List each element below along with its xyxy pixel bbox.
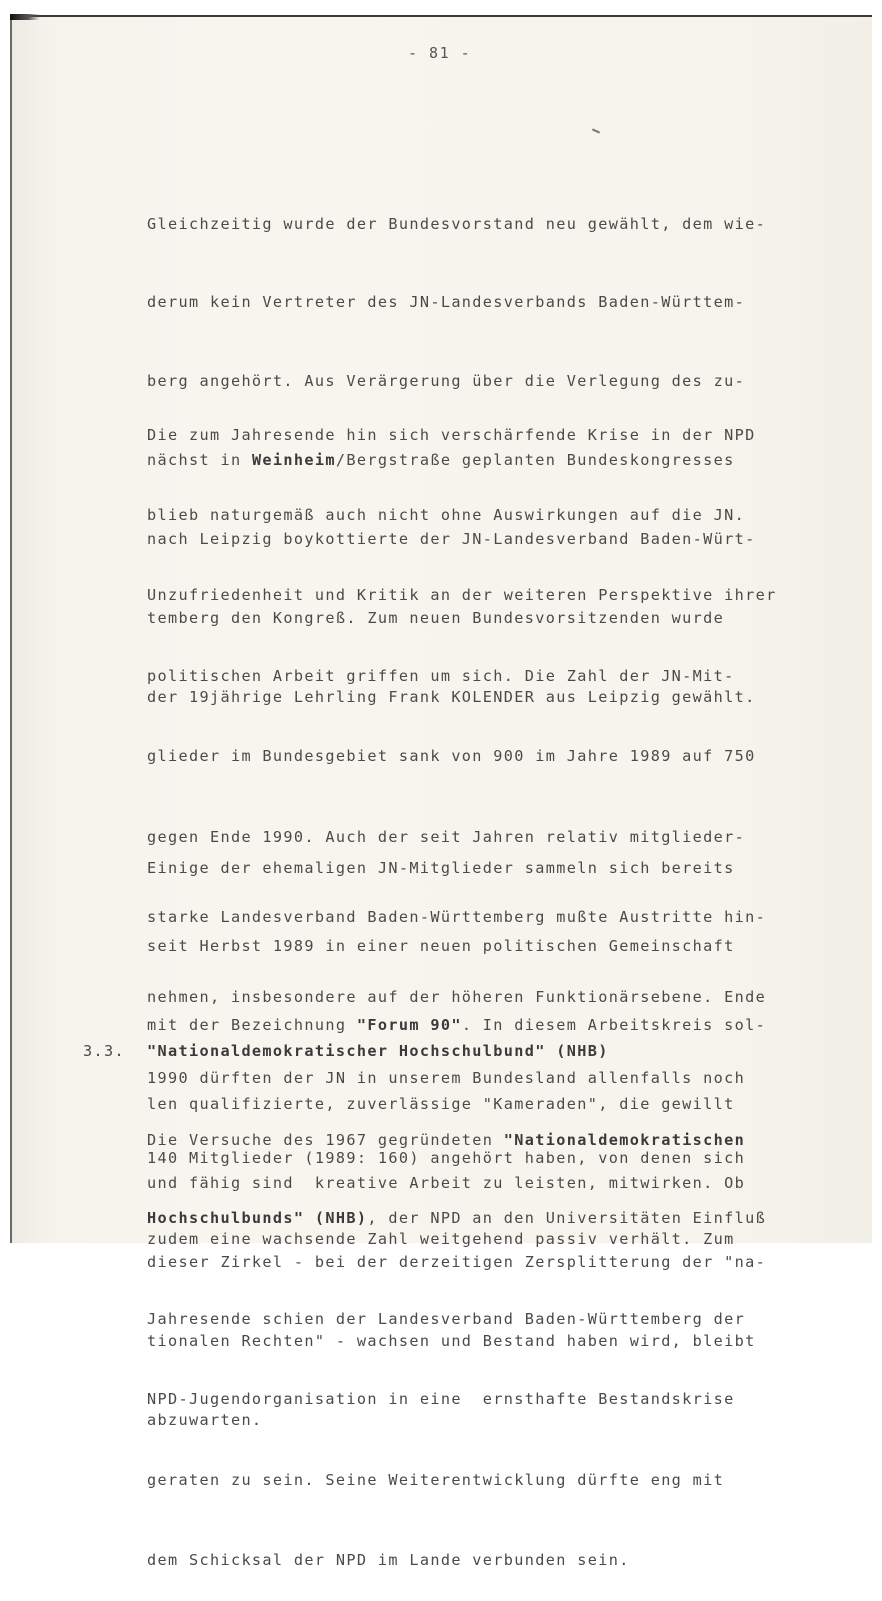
section-paragraph (147, 1074, 766, 1258)
text-line: temberg den Kongreß. Zum neuen Bundesvorsitzenden wurde (147, 609, 725, 628)
text-line: politischen Arbeit griffen um sich. Die Zahl der JN-Mit- (147, 666, 735, 685)
text-segment: nächst in (147, 451, 252, 470)
text-line: Die zum Jahresende hin sich verschärfende Krise in der NPD (147, 425, 756, 444)
text-line: starke Landesverband Baden-Württemberg mußte Austritte hin- (147, 907, 767, 926)
text-line: Einige der ehemaligen JN-Mitglieder sammeln sich bereits (147, 858, 735, 877)
bold-group-name: "Forum 90" (356, 1016, 462, 1035)
text-line: Jahresende schien der Landesverband Baden-Württemberg der (147, 1309, 746, 1328)
text-line: der 19jährige Lehrling Frank KOLENDER aus Leipzig gewählt. (147, 687, 756, 706)
text-line: seit Herbst 1989 in einer neuen politischen Gemeinschaft (147, 937, 735, 956)
bold-org-name: Hochschulbunds" (NHB) (147, 1209, 368, 1228)
text-line: dieser Zirkel - bei der derzeitigen Zersplitterung der "na- (147, 1253, 767, 1272)
text-line: glieder im Bundesgebiet sank von 900 im Jahre 1989 auf 750 (147, 747, 756, 766)
page-number: - 81 - (408, 44, 472, 62)
text-line: NPD-Jugendorganisation in eine ernsthafte Bestandskrise (147, 1390, 735, 1409)
text-line: gegen Ende 1990. Auch der seit Jahren relativ mitglieder- (147, 827, 746, 846)
text-line: len qualifizierte, zuverlässige "Kameraden", die gewillt (147, 1095, 735, 1114)
text-segment: , der NPD an den Universitäten Einfluß (367, 1209, 767, 1228)
text-line (147, 1012, 766, 1038)
text-line: nach Leipzig boykottierte der JN-Landesverband Baden-Würt- (147, 530, 756, 549)
text-line: zudem eine wachsende Zahl weitgehend passiv verhält. Zum (147, 1229, 735, 1248)
text-line: derum kein Vertreter des JN-Landesverbands Baden-Württem- (147, 293, 746, 312)
text-line: Unzufriedenheit und Kritik an der weiteren Perspektive ihrer (147, 586, 777, 605)
section-number: 3.3. (83, 1042, 125, 1060)
text-line: Gleichzeitig wurde der Bundesvorstand neu gewählt, dem wie- (147, 214, 767, 233)
text-line: 140 Mitglieder (1989: 160) angehört haben, von denen sich (147, 1149, 746, 1168)
text-line: abzuwarten. (147, 1410, 263, 1429)
bold-org-name: "Nationaldemokratischen (503, 1130, 746, 1149)
text-line: 1990 dürften der JN in unserem Bundesland allenfalls noch (147, 1068, 746, 1087)
text-line: blieb naturgemäß auch nicht ohne Auswirkungen auf die JN. (147, 505, 746, 524)
text-segment: mit der Bezeichnung (147, 1016, 357, 1035)
page-corner-shadow (10, 14, 40, 20)
text-segment: /Bergstraße geplanten Bundeskongresses (335, 451, 735, 470)
text-line (147, 1127, 766, 1153)
text-line: berg angehört. Aus Verärgerung über die Verlegung des zu- (147, 372, 746, 391)
bold-place-name: Weinheim (251, 451, 336, 470)
text-segment: . In diesem Arbeitskreis sol- (461, 1016, 767, 1035)
text-line: dem Schicksal der NPD im Lande verbunden sein. (147, 1551, 630, 1570)
text-line: tionalen Rechten" - wachsen und Bestand haben wird, bleibt (147, 1331, 756, 1350)
text-line: geraten zu sein. Seine Weiterentwicklung dürfte eng mit (147, 1470, 725, 1489)
text-segment: Die Versuche des 1967 gegründeten (147, 1130, 504, 1149)
text-line: und fähig sind kreative Arbeit zu leisten, mitwirken. Ob (147, 1174, 746, 1193)
text-line (147, 1205, 766, 1231)
text-line: nehmen, insbesondere auf der höheren Funktionärsebene. Ende (147, 988, 767, 1007)
section-heading: "Nationaldemokratischer Hochschulbund" (NHB) (147, 1042, 609, 1060)
